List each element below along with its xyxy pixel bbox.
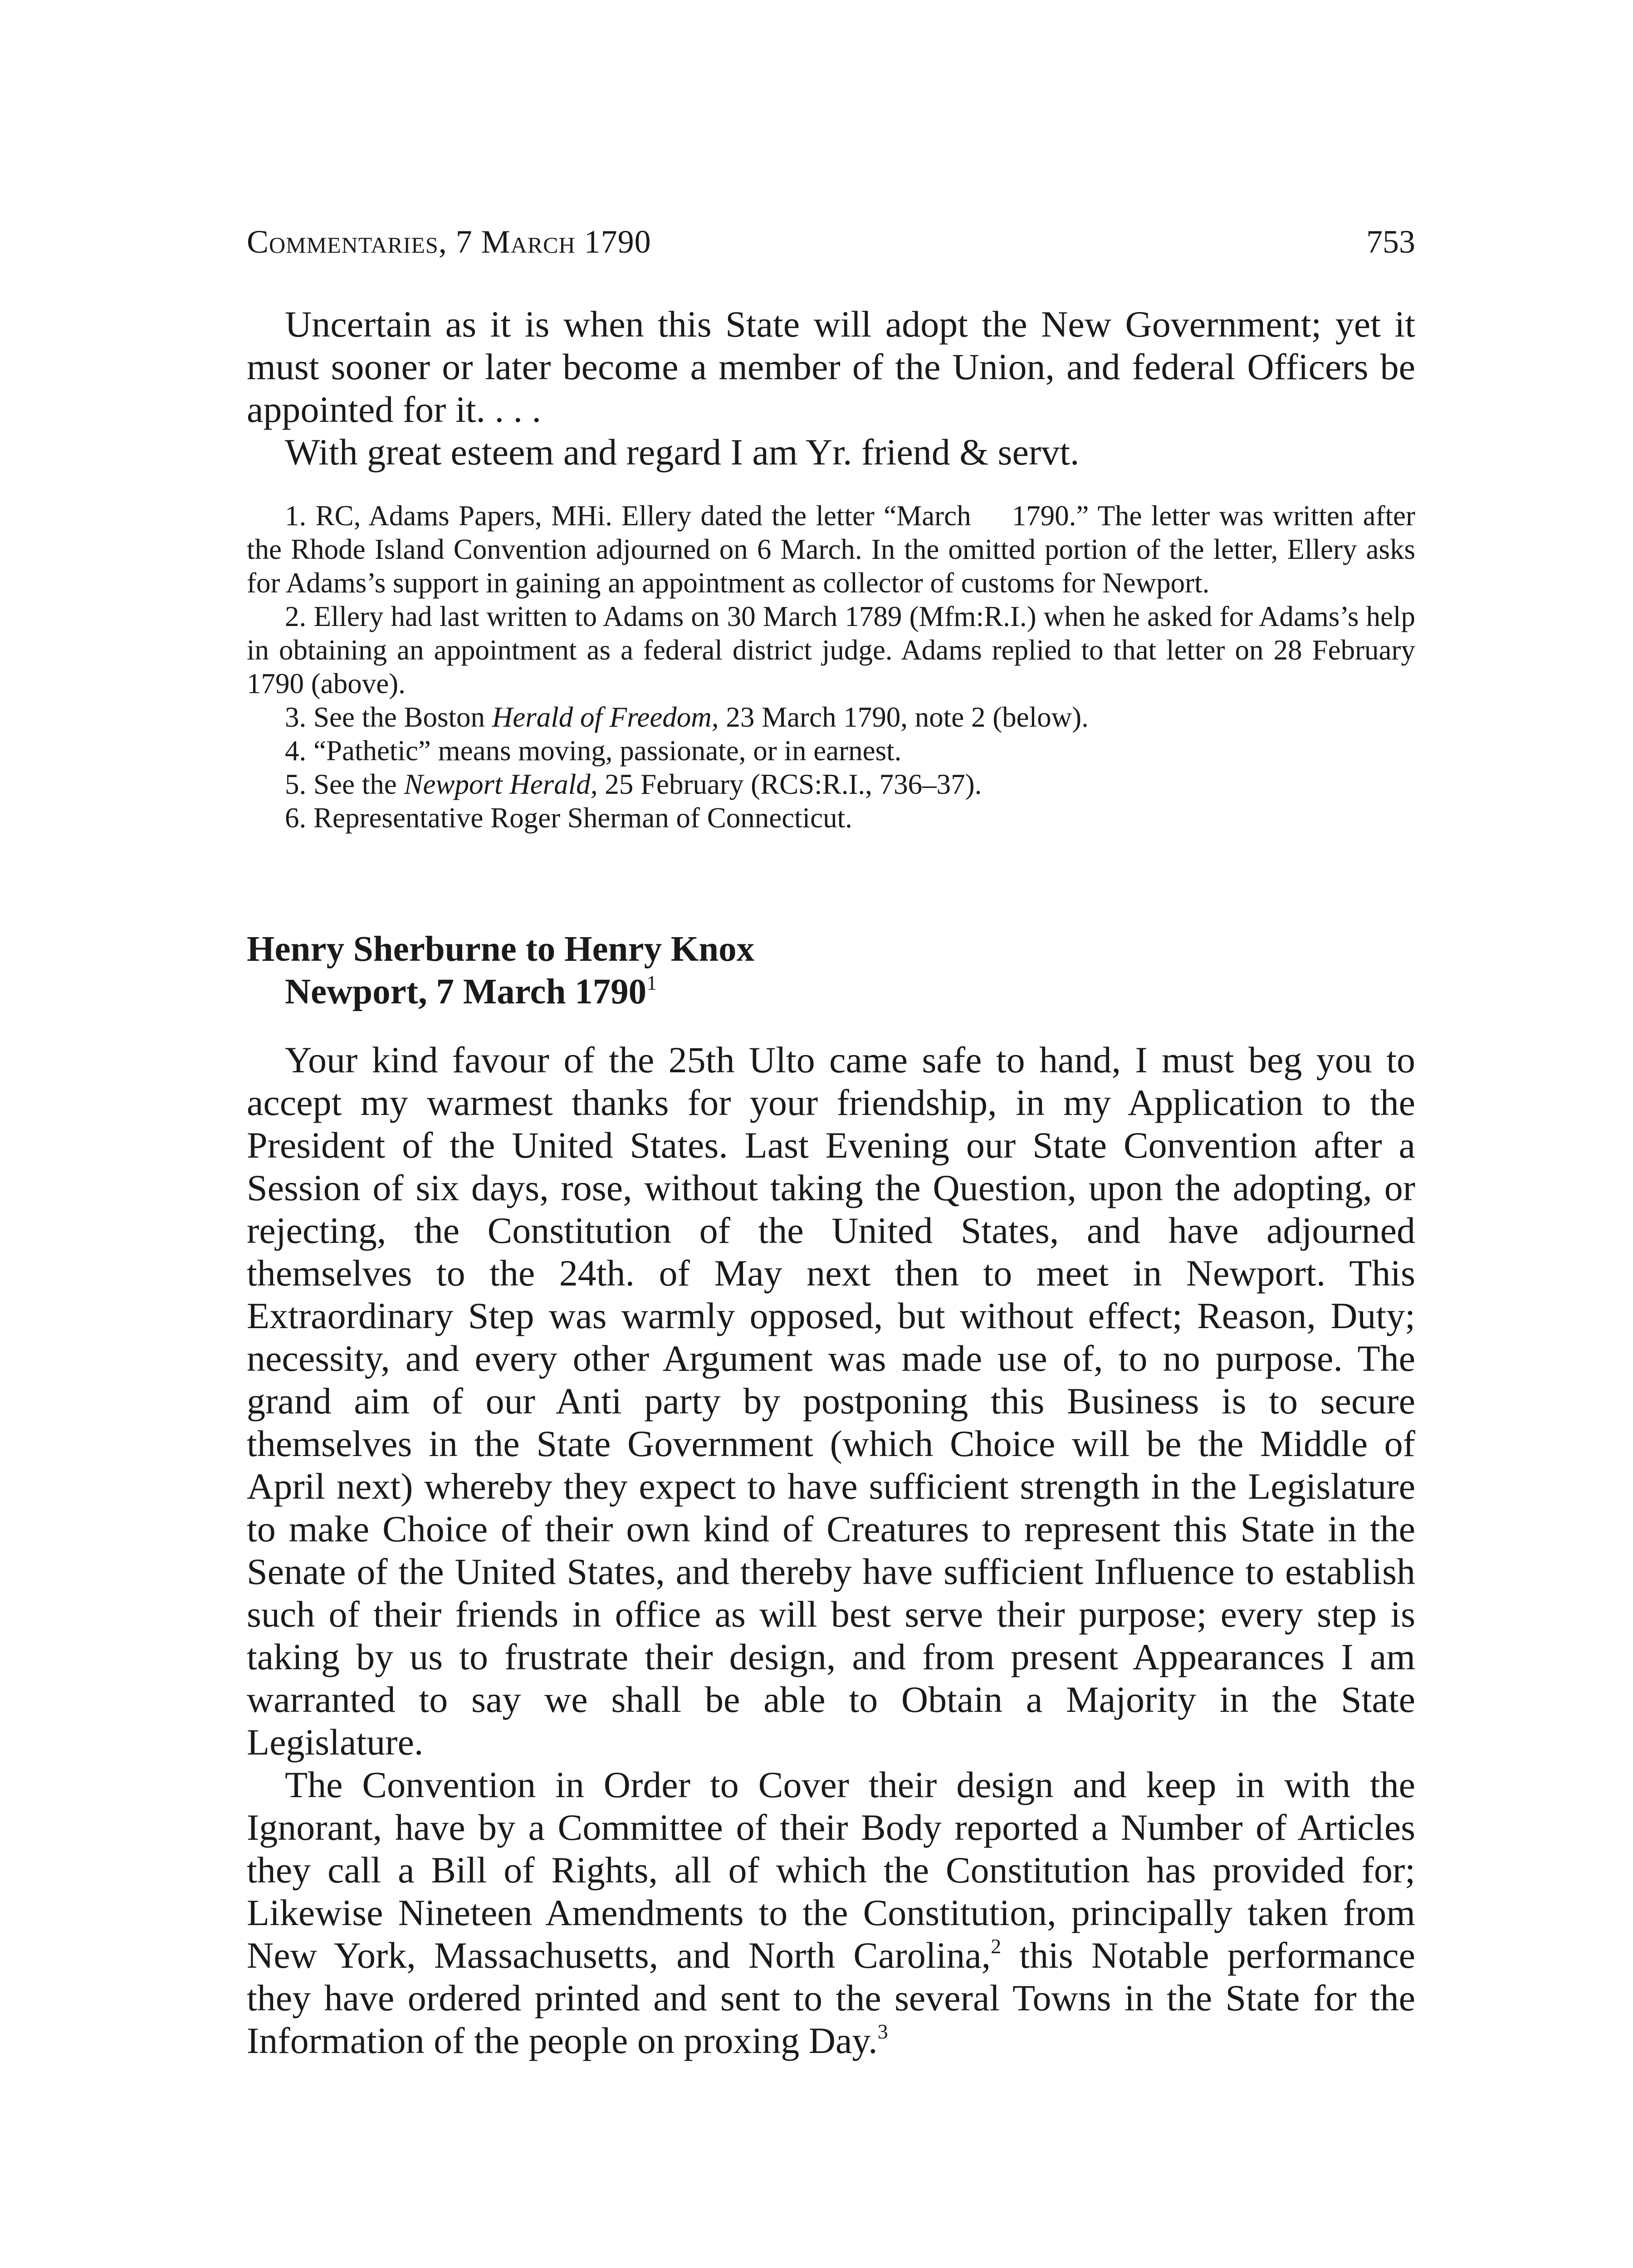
footnote-2: 2. Ellery had last written to Adams on 30 March 1789 (Mfm:R.I.) when he asked for Adams’s help in obtaining an appointment as a federal district judge. Adams replied to that letter on 28 February 1790 (above). <box>247 601 1415 699</box>
letter-excerpt-closing <box>247 303 1415 474</box>
running-head-title: Commentaries, 7 March 1790 <box>247 224 651 260</box>
letter-paragraph-2 <box>247 1764 1415 2062</box>
footnote-3-suffix: 23 March 1790, note 2 (below). <box>719 701 1089 733</box>
footnote-5 <box>247 767 1415 801</box>
footnote-ref-3: 3 <box>877 2020 888 2043</box>
letter-paragraph-1: Your kind favour of the 25th Ulto came safe to hand, I must beg you to accept my warmest thanks for your friendship, in my Application to the President of the United States. Last Evening our State Convention after a Session of six days, rose, without taking the Question, upon the adopting, or rejecting, the Constitution of the United States, and have adjourned themselves to the 24th. of May next then to meet in Newport. This Extraordinary Step was warmly opposed, but without effect; Reason, Duty; necessity, and every other Argument was made use of, to no purpose. The grand aim of our Anti party by postponing this Business is to secure themselves in the State Government (which Choice will be the Middle of April next) whereby they expect to have sufficient strength in the Legislature to make Choice of their own kind of Creatures to represent this State in the Senate of the United States, and thereby have sufficient Influence to establish such of their friends in office as will best serve their purpose; every step is taking by us to frustrate their design, and from present Appearances I am warranted to say we shall be able to Obtain a Majority in the State Legislature. <box>247 1039 1415 1763</box>
closing-salutation: With great esteem and regard I am Yr. friend & servt. <box>285 431 1080 473</box>
letter-body <box>247 1039 1415 2062</box>
letter-paragraph-2-text-a: The Convention in Order to Cover their design and keep in with the Ignorant, have by a Committee of their Body reported a Number of Articles they call a Bill of Rights, all of which the Constitution has provided for; Likewise Nineteen Amendments to the Constitution, principally taken from New York, Massachusetts, and North Carolina, <box>247 1764 1415 1976</box>
heading-footnote-ref: 1 <box>646 971 657 994</box>
heading-place-date <box>247 971 1415 1013</box>
footnote-6: 6. Representative Roger Sherman of Connecticut. <box>285 802 852 834</box>
letter-paragraph-2-text-b: this Notable performance they have ordered printed and sent to the several Towns in the State for the Information of the people on proxing Day. <box>247 1935 1415 2061</box>
heading-dateline: Newport, 7 March 1790 <box>285 972 647 1012</box>
footnote-1-end: 1790.” The letter was written after the Rhode Island Convention adjourned on 6 March. In the omitted portion of the letter, Ellery asks for Adams’s support in gaining an appointment as collector of customs for Newport. <box>247 500 1415 599</box>
footnote-1-start: 1. RC, Adams Papers, MHi. Ellery dated the letter “March <box>285 500 971 532</box>
footnote-4: 4. “Pathetic” means moving, passionate, or in earnest. <box>285 735 902 767</box>
footnote-3-title: Herald of Freedom, <box>492 701 719 733</box>
footnote-5-suffix: 25 February (RCS:R.I., 736–37). <box>597 768 982 800</box>
document-heading <box>247 928 1415 1013</box>
footnote-5-prefix: 5. See the <box>285 768 404 800</box>
footnote-5-title: Newport Herald, <box>404 768 598 800</box>
heading-title: Henry Sherburne to Henry Knox <box>247 929 755 969</box>
footnote-ref-2: 2 <box>991 1935 1002 1958</box>
running-head <box>247 221 1415 262</box>
page-number: 753 <box>1366 224 1415 260</box>
footnote-3 <box>247 700 1415 734</box>
footnote-3-prefix: 3. See the Boston <box>285 701 492 733</box>
footnote-1 <box>247 499 1415 600</box>
excerpt-paragraph: Uncertain as it is when this State will adopt the New Government; yet it must sooner or later become a member of the Union, and federal Officers be appointed for it. . . . <box>247 303 1415 430</box>
footnotes <box>247 499 1415 835</box>
